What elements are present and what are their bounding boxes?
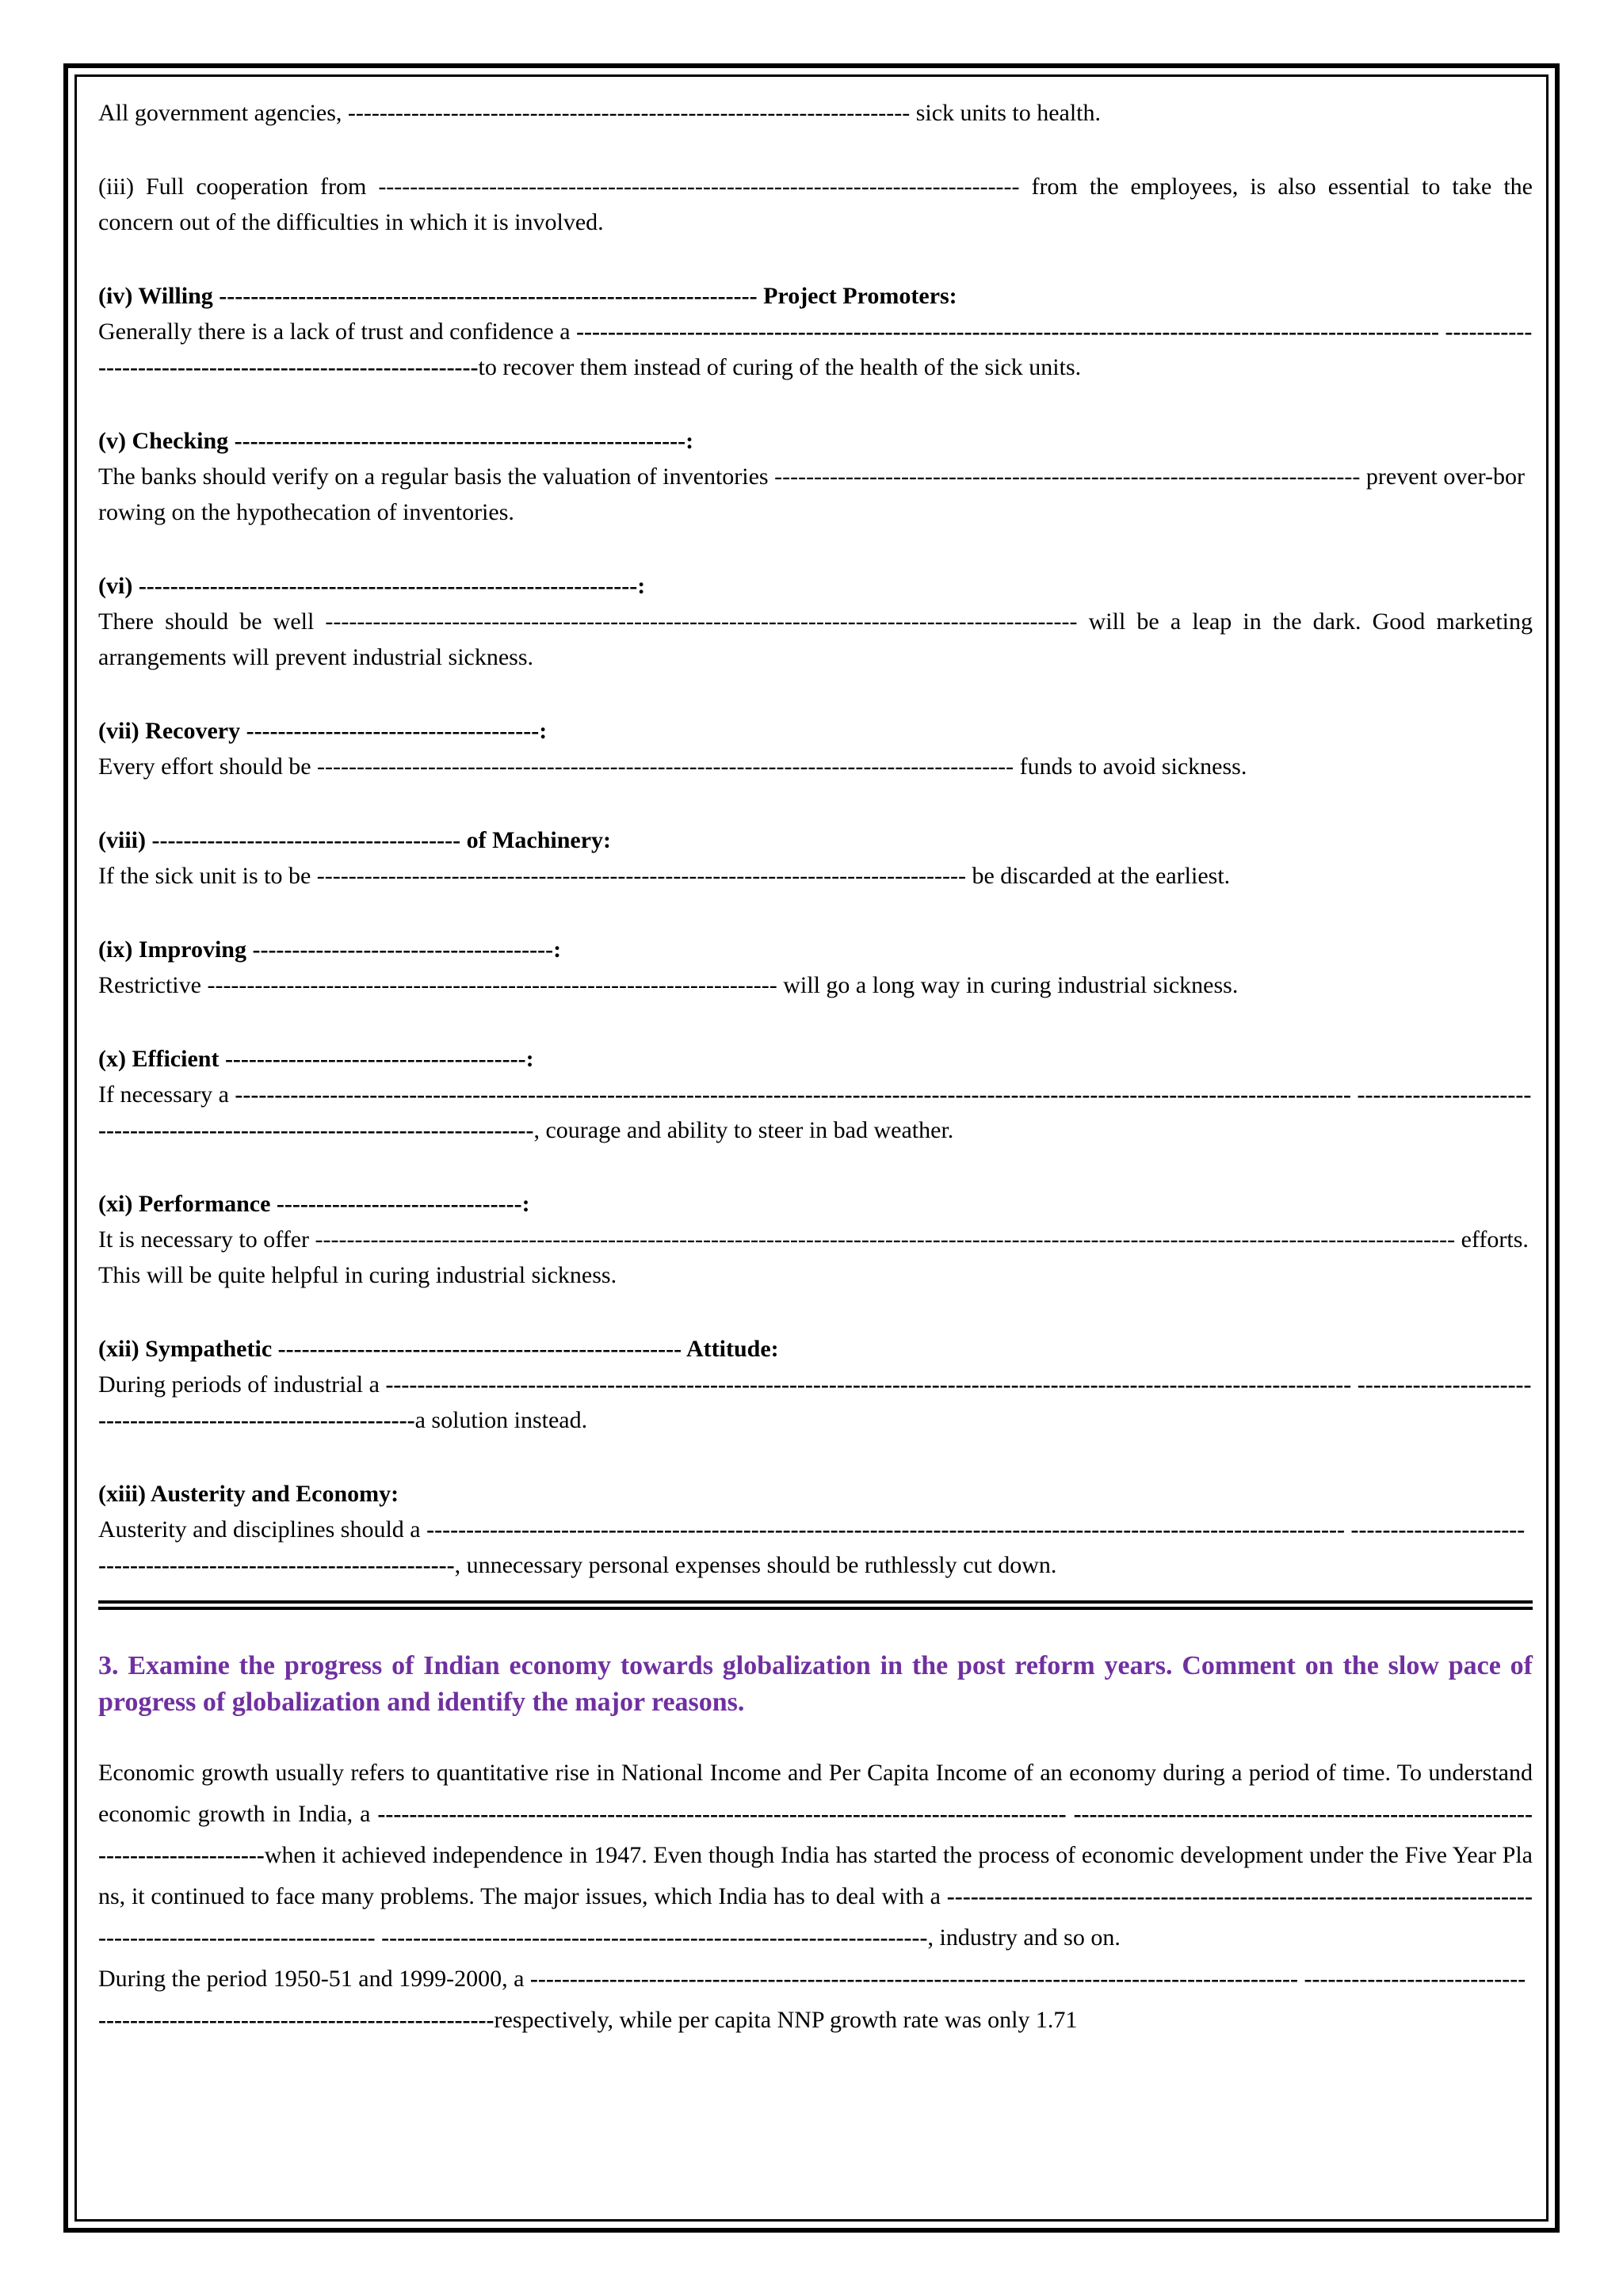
heading-vi: (vi) ---------------------------------------------------------------:	[98, 573, 646, 599]
text-line: All government agencies, ----------------------------------------------------------------------- sick units to health.	[98, 100, 1102, 126]
paragraph-v: The banks should verify on a regular basis the valuation of inventories -------------------------------------------------------------------------- prevent over-borrowing on the hypothecation of inventories.	[98, 463, 1526, 525]
paragraph-ix: Restrictive ------------------------------------------------------------------------ will go a long way in curing industrial sickness.	[98, 972, 1239, 998]
paragraph-vi: There should be well ----------------------------------------------------------------------------------------------- will be a leap in the dark. Good marketing arrangements will prevent industrial sickness.	[98, 608, 1533, 670]
paragraph-iii: (iii) Full cooperation from --------------------------------------------------------------------------------- from the employees, is also essential to take the concern out of the difficulties in which it is involved.	[98, 174, 1533, 235]
paragraph-iv: Generally there is a lack of trust and confidence a ------------------------------------------------------------------------------------------------------------- -----------------------------------------------------------to recover them instead of curing of the health of the sick units.	[98, 318, 1533, 380]
heading-iv: (iv) Willing -------------------------------------------------------------------- Project Promoters:	[98, 283, 957, 309]
document-body	[98, 95, 1533, 2041]
heading-x: (x) Efficient --------------------------------------:	[98, 1046, 534, 1072]
question-paragraph-2: During the period 1950-51 and 1999-2000, a ------------------------------------------------------------------------------------------------- ------------------------------------------------------------------------------respectively, while per capita NNP growth rate was only 1.71	[98, 1966, 1526, 2033]
question-paragraph-1: Economic growth usually refers to quantitative rise in National Income and Per Capita Income of an economy during a period of time. To understand economic growth in India, a --------------------------------------------------------------------------------------- -------------------------------------------------------------------------------when it achieved independence in 1947. Even though India has started the process of economic development under the Five Year Plans, it continued to face many problems. The major issues, which India has to deal with a ------------------------------------------------------------------------------------------------------------- ---------------------------------------------------------------------, industry and so on.	[98, 1760, 1533, 1951]
heading-viii: (viii) --------------------------------------- of Machinery:	[98, 827, 612, 853]
heading-vii: (vii) Recovery -------------------------------------:	[98, 718, 548, 744]
paragraph-xii: During periods of industrial a -------------------------------------------------------------------------------------------------------------------------- --------------------------------------------------------------a solution instead.	[98, 1371, 1532, 1433]
heading-xiii: (xiii) Austerity and Economy:	[98, 1481, 399, 1507]
paragraph-x: If necessary a --------------------------------------------------------------------------------------------------------------------------------------------- -----------------------------------------------------------------------------, courage and ability to steer in bad weather.	[98, 1081, 1532, 1143]
heading-xii: (xii) Sympathetic --------------------------------------------------- Attitude:	[98, 1336, 779, 1362]
question-title: 3. Examine the progress of Indian economy towards globalization in the post reform years. Comment on the slow pace of progress of globalization and identify the major reasons.	[98, 1651, 1533, 1717]
heading-ix: (ix) Improving --------------------------------------:	[98, 936, 562, 963]
paragraph-vii: Every effort should be ---------------------------------------------------------------------------------------- funds to avoid sickness.	[98, 753, 1247, 780]
section-divider	[98, 1600, 1533, 1610]
paragraph-xiii: Austerity and disciplines should a -------------------------------------------------------------------------------------------------------------------- -------------------------------------------------------------------, unnecessary personal expenses should be ruthlessly cut down.	[98, 1516, 1526, 1578]
paragraph-xi: It is necessary to offer ------------------------------------------------------------------------------------------------------------------------------------------------ efforts. This will be quite helpful in curing industrial sickness.	[98, 1226, 1529, 1288]
paragraph-viii: If the sick unit is to be ---------------------------------------------------------------------------------- be discarded at the earliest.	[98, 863, 1231, 889]
heading-xi: (xi) Performance -------------------------------:	[98, 1191, 530, 1217]
heading-v: (v) Checking ---------------------------------------------------------:	[98, 428, 694, 454]
